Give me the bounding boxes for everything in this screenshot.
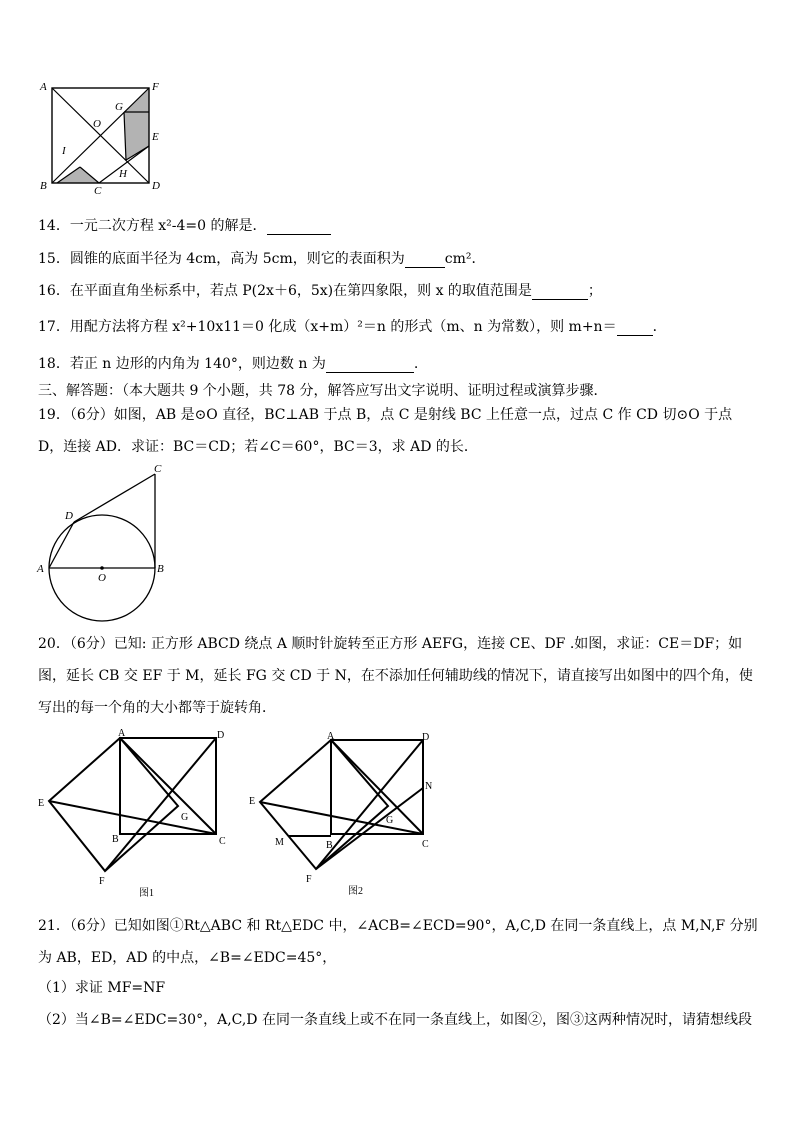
label-A: A <box>327 731 335 742</box>
label-D: D <box>217 730 225 741</box>
question-17-end: ． <box>652 319 667 335</box>
label-E: E <box>38 798 45 809</box>
answer-blank[interactable] <box>326 356 414 373</box>
label-C: C <box>94 185 102 196</box>
question-17-text: 17．用配方法将方程 x²+10x11＝0 化成（x+m）²＝n 的形式（m、n 为常数），则 m+n＝ <box>38 319 617 335</box>
answer-blank[interactable] <box>405 251 445 268</box>
label-O: O <box>93 118 101 130</box>
question-16 <box>38 282 602 300</box>
circle-figure <box>34 460 184 625</box>
label-C: C <box>219 836 226 847</box>
label-I: I <box>62 145 66 157</box>
figure-1 <box>34 726 244 901</box>
figure-1-caption: 图1 <box>139 888 154 899</box>
question-16-text: 16．在平面直角坐标系中，若点 P(2x＋6，5x)在第四象限，则 x 的取值范围是 <box>38 283 532 299</box>
label-D: D <box>152 180 160 192</box>
label-D: D <box>422 732 430 743</box>
question-19: 19．（6分）如图，AB 是⊙O 直径，BC⊥AB 于点 B，点 C 是射线 BC 上任意一点，过点 C 作 CD 切⊙O 于点 D，连接 AD．求证：BC＝CD；若∠C＝60°，BC＝3，求 AD 的长． <box>38 407 733 455</box>
label-M: M <box>275 837 284 848</box>
question-15-text: 15．圆锥的底面半径为 4cm，高为 5cm，则它的表面积为 <box>38 251 405 267</box>
question-21-part2: （2）当∠B=∠EDC=30°，A,C,D 在同一条直线上或不在同一条直线上，如图②，图③这两种情况时，请猜想线段 <box>38 1012 752 1028</box>
label-B: B <box>112 834 119 845</box>
figure-2-caption: 图2 <box>348 886 363 897</box>
question-21-part1: （1）求证 MF=NF <box>38 980 166 996</box>
label-G: G <box>386 815 394 826</box>
label-F: F <box>152 81 159 93</box>
question-18 <box>38 355 418 373</box>
label-A: A <box>37 563 44 575</box>
label-E: E <box>249 796 256 807</box>
answer-blank[interactable] <box>617 319 653 336</box>
question-18-text: 18．若正 n 边形的内角为 140°，则边数 n 为 <box>38 356 326 372</box>
answer-blank[interactable] <box>532 283 588 300</box>
figure-2 <box>244 726 454 901</box>
label-C: C <box>422 839 429 850</box>
label-O: O <box>98 572 106 584</box>
label-F: F <box>306 874 312 885</box>
question-20: 20．（6分）已知: 正方形 ABCD 绕点 A 顺时针旋转至正方形 AEFG，连接 CE、DF .如图，求证：CE＝DF；如图，延长 CB 交 EF 于 M，延长 FG 交 CD 于 N，在不添加任何辅助线的情况下，请直接写出如图中的四个角，使写出的每一个角的大小都等于旋转角． <box>38 636 753 716</box>
label-N: N <box>425 781 433 792</box>
question-18-end: . <box>413 356 419 372</box>
label-D: D <box>65 510 73 522</box>
question-14 <box>38 217 331 235</box>
label-E: E <box>152 131 159 143</box>
section-heading <box>38 382 608 400</box>
label-B: B <box>326 840 333 851</box>
question-21: 21．（6分）已知如图①Rt△ABC 和 Rt△EDC 中，∠ACB=∠ECD=90°，A,C,D 在同一条直线上，点 M,N,F 分别为 AB，ED，AD 的中点，∠B=∠EDC=45°， <box>38 918 758 966</box>
question-17 <box>38 318 667 336</box>
square-figure <box>36 76 166 196</box>
label-F: F <box>99 876 105 887</box>
answer-blank[interactable] <box>267 218 331 235</box>
label-B: B <box>157 563 164 575</box>
label-A: A <box>118 728 126 739</box>
question-15 <box>38 250 486 268</box>
question-15-unit: cm²． <box>444 251 486 267</box>
label-B: B <box>40 180 47 192</box>
label-G: G <box>115 101 123 113</box>
label-G: G <box>181 812 189 823</box>
question-16-end: ； <box>587 283 602 299</box>
section-heading-text: 三、解答题：（本大题共 9 个小题，共 78 分，解答应写出文字说明、证明过程或演算步骤． <box>38 383 608 399</box>
label-C: C <box>154 463 162 475</box>
label-H: H <box>119 168 127 180</box>
question-14-text: 14．一元二次方程 x²-4=0 的解是． <box>38 218 267 234</box>
label-A: A <box>40 81 47 93</box>
